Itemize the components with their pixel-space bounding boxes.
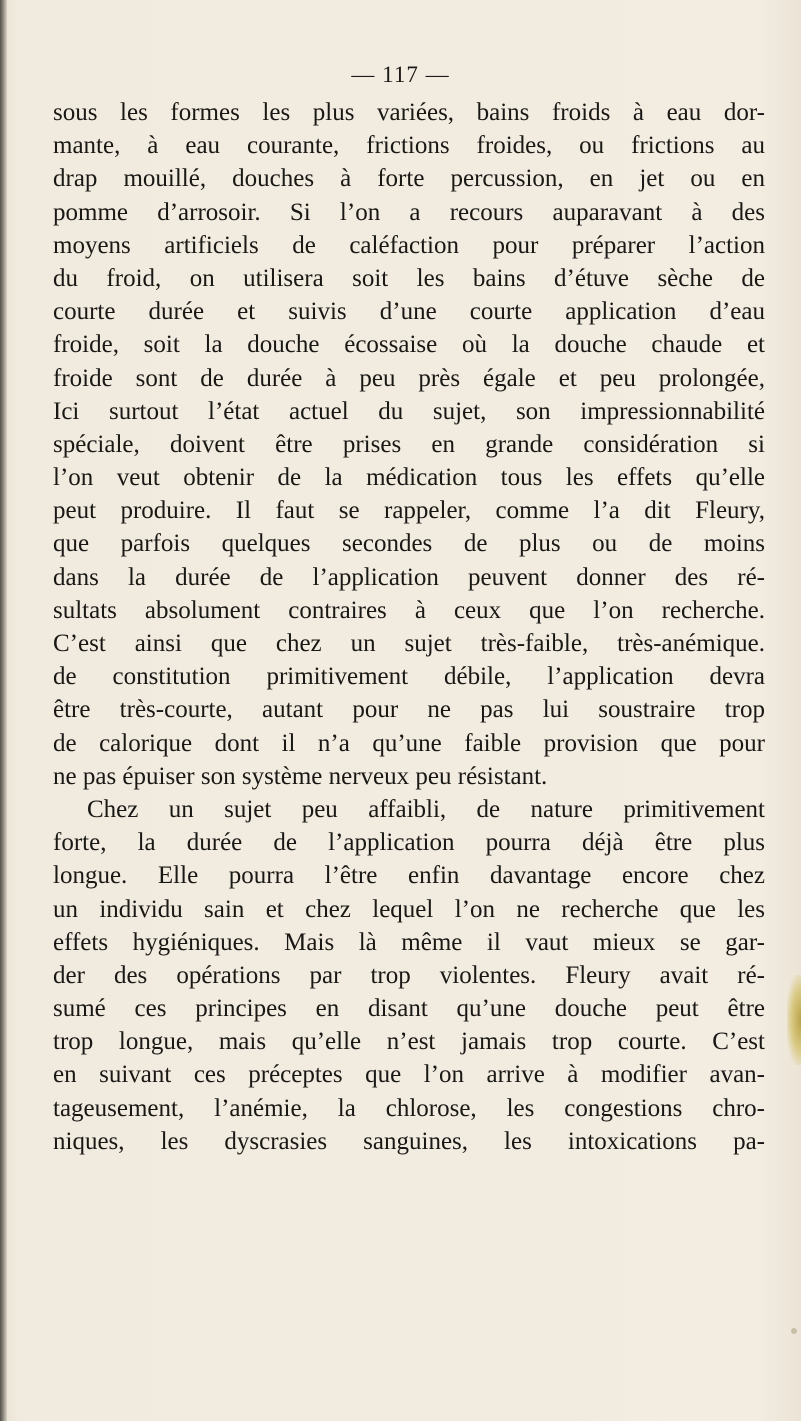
text-line: de constitution primitivement débile, l’application devra [53, 663, 765, 691]
text-line: peut produire. Il faut se rappeler, comme l’a dit Fleury, [53, 497, 765, 525]
text-line: un individu sain et chez lequel l’on ne recherche que les [53, 895, 765, 923]
text-line: tageusement, l’anémie, la chlorose, les congestions chro- [53, 1094, 765, 1122]
text-line: forte, la durée de l’application pourra déjà être plus [53, 829, 765, 857]
text-line: niques, les dyscrasies sanguines, les intoxications pa- [53, 1127, 765, 1155]
text-line: Chez un sujet peu affaibli, de nature primitivement [87, 795, 765, 823]
text-line: trop longue, mais qu’elle n’est jamais trop courte. C’est [53, 1028, 765, 1056]
text-line: dans la durée de l’application peuvent donner des ré- [53, 563, 765, 591]
text-line: pomme d’arrosoir. Si l’on a recours auparavant à des [53, 198, 765, 226]
text-line: froide, soit la douche écossaise où la douche chaude et [53, 331, 765, 359]
text-line: du froid, on utilisera soit les bains d’étuve sèche de [53, 264, 765, 292]
text-line: ne pas épuiser son système nerveux peu résistant. [53, 762, 548, 790]
text-line: sultats absolument contraires à ceux que l’on recherche. [53, 596, 765, 624]
text-line: C’est ainsi que chez un sujet très-faible, très-anémique. [53, 630, 765, 657]
text-line: spéciale, doivent être prises en grande considération si [53, 430, 765, 458]
paper-stain [787, 975, 801, 1065]
text-line: en suivant ces préceptes que l’on arrive à modifier avan- [53, 1061, 765, 1089]
text-line: que parfois quelques secondes de plus ou de moins [53, 530, 765, 558]
text-line: courte durée et suivis d’une courte application d’eau [53, 298, 765, 326]
text-line: Ici surtout l’état actuel du sujet, son impressionnabilité [53, 397, 765, 425]
text-line: sous les formes les plus variées, bains froids à eau dor- [53, 99, 765, 126]
paper-spot [791, 1328, 797, 1334]
text-line: effets hygiéniques. Mais là même il vaut mieux se gar- [53, 928, 765, 956]
text-line: l’on veut obtenir de la médication tous les effets qu’elle [53, 464, 765, 492]
body-text [53, 96, 765, 1158]
text-line: longue. Elle pourra l’être enfin davantage encore chez [53, 862, 765, 890]
text-line: drap mouillé, douches à forte percussion, en jet ou en [53, 165, 765, 193]
page-binding-edge [0, 0, 7, 1421]
page-number: — 117 — [351, 62, 450, 87]
text-line: mante, à eau courante, frictions froides, ou frictions au [53, 132, 765, 160]
text-line: de calorique dont il n’a qu’une faible provision que pour [53, 729, 765, 757]
text-line: froide sont de durée à peu près égale et peu prolongée, [53, 364, 765, 392]
text-line: moyens artificiels de caléfaction pour préparer l’action [53, 231, 765, 259]
text-line: der des opérations par trop violentes. Fleury avait ré- [53, 961, 765, 989]
text-line: sumé ces principes en disant qu’une douche peut être [53, 995, 765, 1023]
text-line: être très-courte, autant pour ne pas lui soustraire trop [53, 696, 765, 724]
